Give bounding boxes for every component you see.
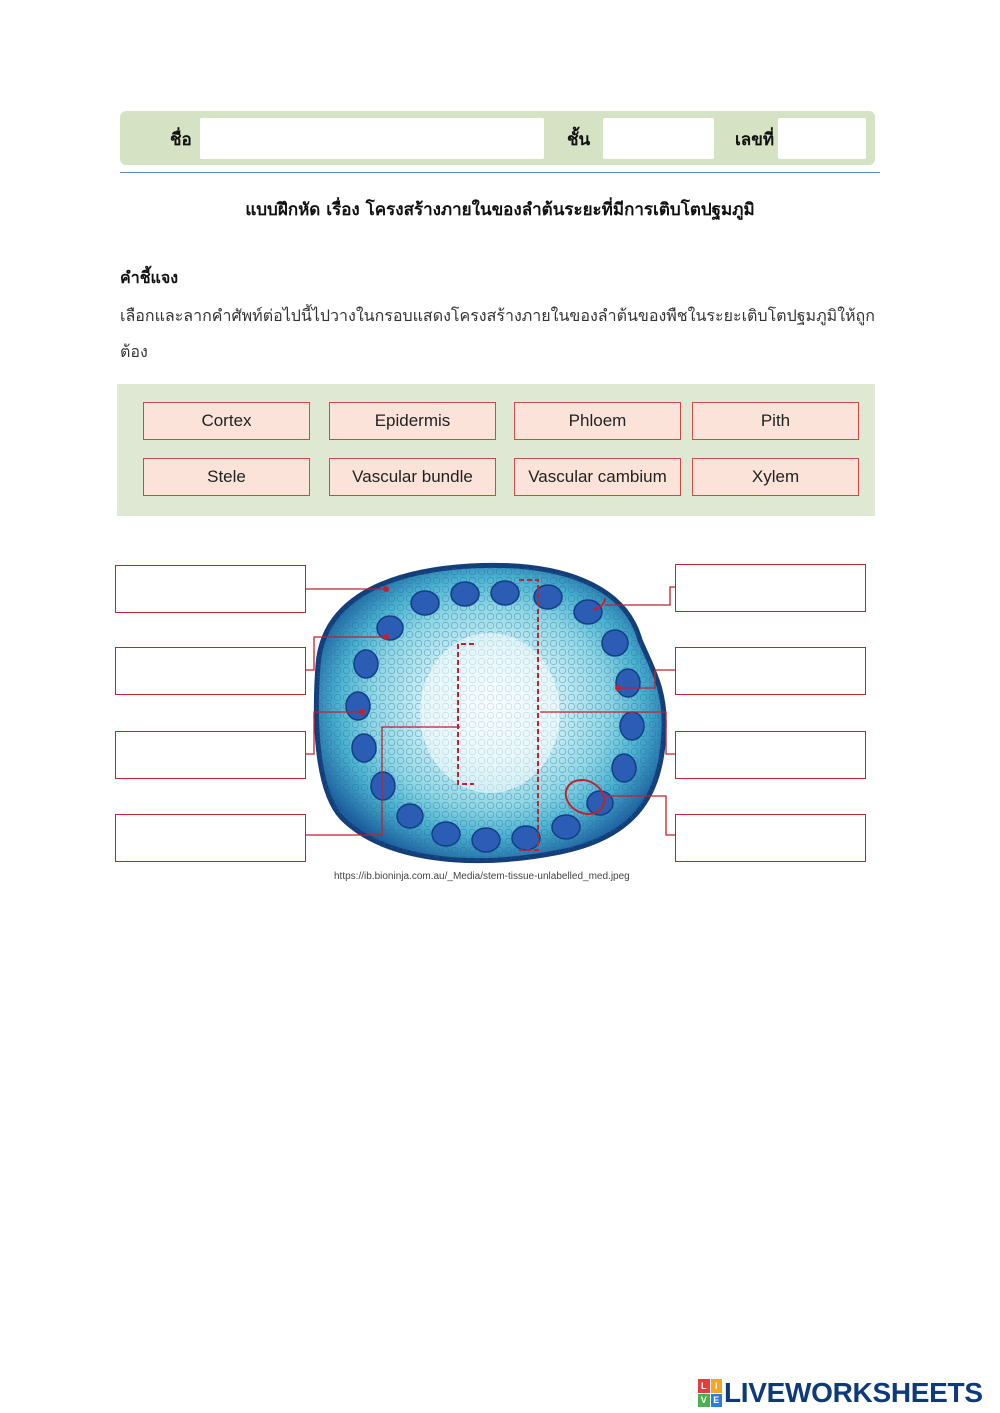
word-tile[interactable]: Xylem [692,458,859,496]
drop-box-right-3[interactable] [675,731,866,779]
worksheet-title: แบบฝึกหัด เรื่อง โครงสร้างภายในของลำต้นระยะที่มีการเติบโตปฐมภูมิ [245,200,755,220]
class-input[interactable] [603,118,714,159]
class-label: ชั้น [567,130,591,150]
header-divider [120,172,880,173]
logo-badge-letter: E [711,1394,723,1408]
number-label: เลขที่ [735,130,775,150]
drop-box-right-2[interactable] [675,647,866,695]
stem-outline [316,565,664,860]
word-tile[interactable]: Stele [143,458,310,496]
instructions-heading: คำชี้แจง [120,268,179,287]
logo-text: LIVEWORKSHEETS [724,1377,983,1408]
logo-badge-icon [698,1379,722,1407]
logo-badge-letter: V [698,1394,710,1408]
drop-box-left-4[interactable] [115,814,306,862]
vascular-bundle-ring [346,581,644,852]
drop-box-right-4[interactable] [675,814,866,862]
instructions-text: เลือกและลากคำศัพท์ต่อไปนี้ไปวางในกรอบแสดงโครงสร้างภายในของลำต้นของพืชในระยะเติบโตปฐมภูมิให้ถูกต้อง [120,306,875,361]
drop-box-left-2[interactable] [115,647,306,695]
stem-section [316,565,664,860]
drop-box-left-1[interactable] [115,565,306,613]
word-tile[interactable]: Phloem [514,402,681,440]
drop-box-right-1[interactable] [675,564,866,612]
drop-box-left-3[interactable] [115,731,306,779]
leader-lines [306,580,675,850]
liveworksheets-logo[interactable] [698,1376,983,1410]
word-tile[interactable]: Cortex [143,402,310,440]
word-tile[interactable]: Vascular bundle [329,458,496,496]
logo-badge-letter: I [711,1379,723,1393]
word-tile[interactable]: Vascular cambium [514,458,681,496]
leader-dots [359,586,621,715]
word-tile[interactable]: Pith [692,402,859,440]
word-tile[interactable]: Epidermis [329,402,496,440]
highlight-ellipse [560,773,610,820]
logo-badge-letter: L [698,1379,710,1393]
name-label: ชื่อ [170,130,192,150]
number-input[interactable] [778,118,866,159]
name-input[interactable] [200,118,544,159]
pith-region [420,633,560,793]
image-source-caption: https://ib.bioninja.com.au/_Media/stem-tissue-unlabelled_med.jpeg [334,871,630,882]
